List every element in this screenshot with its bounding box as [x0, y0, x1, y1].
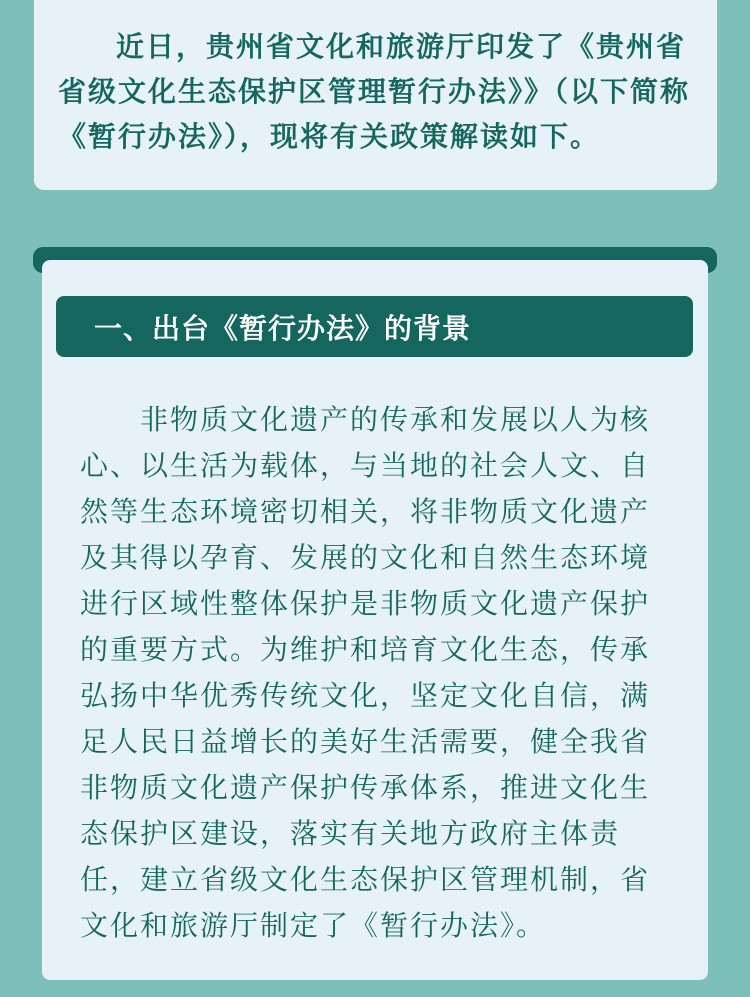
intro-card: [34, 0, 717, 190]
section-card: [42, 260, 708, 980]
section-body-paragraph: 非物质文化遗产的传承和发展以人为核心、以生活为载体，与当地的社会人文、自然等生态环境密切相关，将非物质文化遗产及其得以孕育、发展的文化和自然生态环境进行区域性整体保护是非物质文化遗产保护的重要方式。为维护和培育文化生态，传承弘扬中华优秀传统文化，坚定文化自信，满足人民日益增长的美好生活需要，健全我省非物质文化遗产保护传承体系，推进文化生态保护区建设，落实有关地方政府主体责任，建立省级文化生态保护区管理机制，省文化和旅游厅制定了《暂行办法》。: [80, 403, 651, 942]
intro-paragraph: 近日，贵州省文化和旅游厅印发了《贵州省省级文化生态保护区管理暂行办法》》（以下简称《暂行办法》），现将有关政策解读如下。: [58, 30, 691, 153]
section-header: [56, 296, 693, 357]
section-title: 一、出台《暂行办法》的背景: [94, 311, 472, 345]
